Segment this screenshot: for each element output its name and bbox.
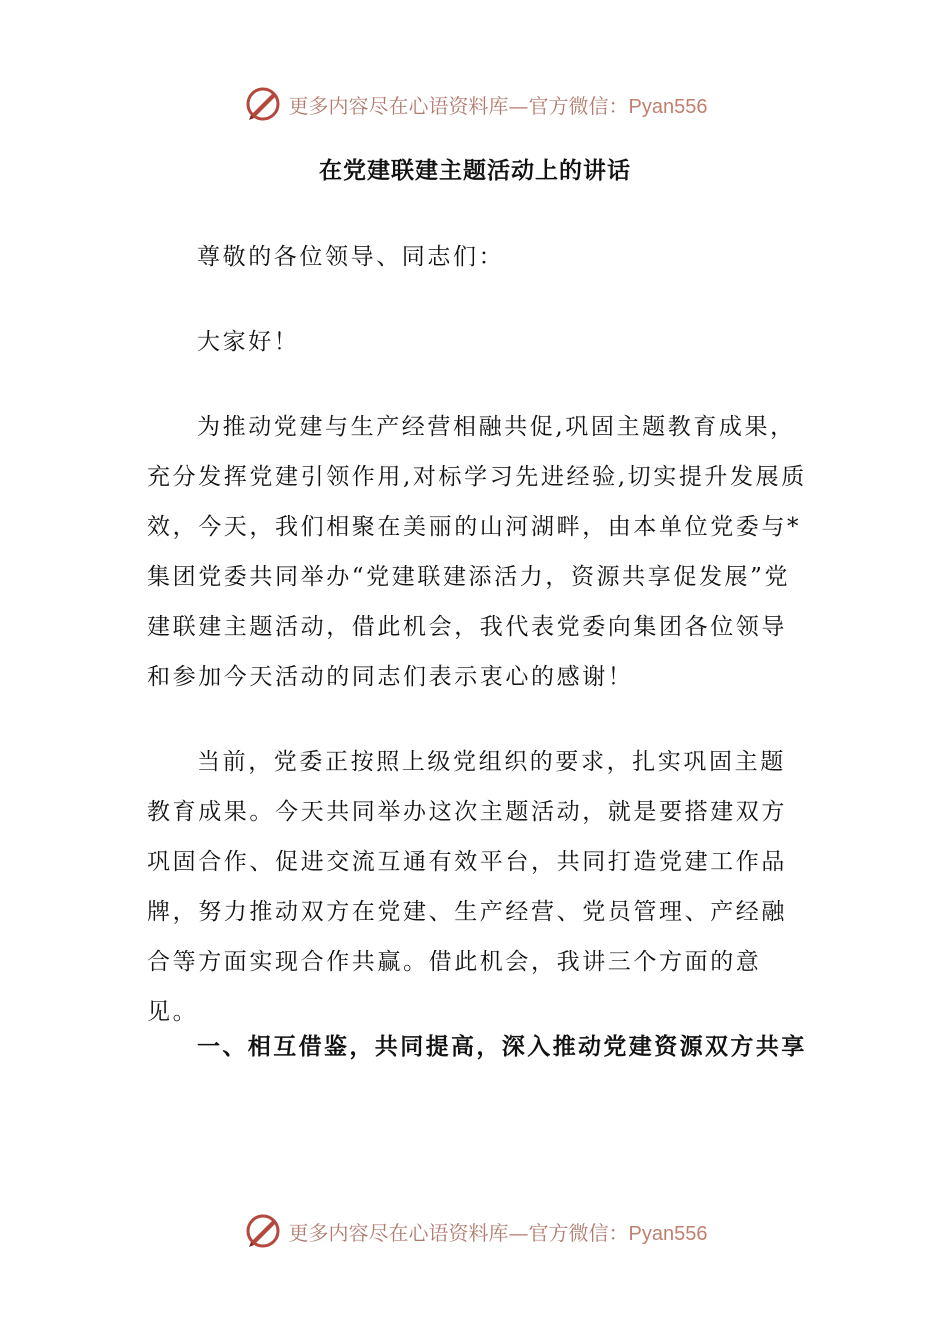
section-heading-1: 一、相互借鉴，共同提高，深入推动党建资源双方共享 xyxy=(197,1033,807,1060)
pen-logo-icon xyxy=(243,84,283,124)
paragraph-1: 为推动党建与生产经营相融共促,巩固主题教育成果，充分发挥党建引领作用,对标学习先进经验,切实提升发展质效，今天，我们相聚在美丽的山河湖畔，由本单位党委与*集团党委共同举办“党建联建添活力，资源共享促发展”党建联建主题活动，借此机会，我代表党委向集团各位领导和参加今天活动的同志们表示衷心的感谢！ xyxy=(147,414,807,690)
watermark-label: 更多内容尽在心语资料库—官方微信：Pyan556 xyxy=(288,93,708,118)
watermark-label: 更多内容尽在心语资料库—官方微信：Pyan556 xyxy=(288,1220,708,1245)
greeting: 大家好！ xyxy=(197,329,300,355)
document-title: 在党建联建主题活动上的讲话 xyxy=(319,157,631,184)
pen-logo-icon xyxy=(243,1211,283,1251)
paragraph-2: 当前，党委正按照上级党组织的要求，扎实巩固主题教育成果。今天共同举办这次主题活动，就是要搭建双方巩固合作、促进交流互通有效平台，共同打造党建工作品牌，努力推动双方在党建、生产经营、党员管理、产经融合等方面实现合作共赢。借此机会，我讲三个方面的意见。 xyxy=(147,749,787,1025)
footer-watermark xyxy=(0,1209,950,1253)
salutation: 尊敬的各位领导、同志们： xyxy=(197,244,505,270)
header-watermark xyxy=(0,82,950,126)
